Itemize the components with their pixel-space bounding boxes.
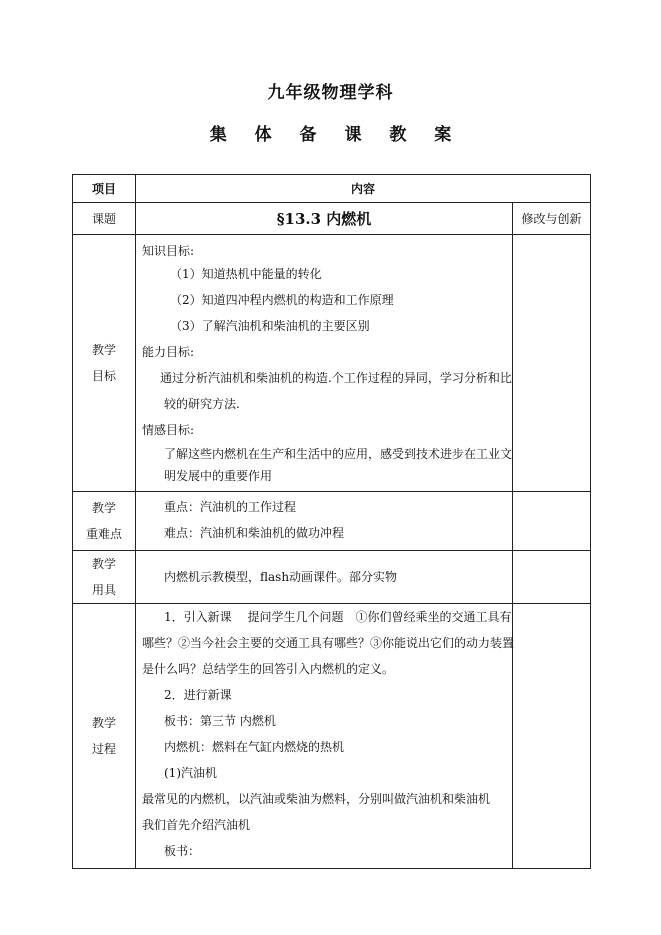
tools-row xyxy=(73,551,591,604)
document-title: 九年级物理学科 xyxy=(267,83,394,103)
subtitle-char: 教 xyxy=(389,125,407,145)
content-header: 内容 xyxy=(136,175,591,203)
knowledge-item: （1）知道热机中能量的转化 xyxy=(170,267,322,281)
knowledge-title: 知识目标: xyxy=(142,244,195,258)
process-line: 是什么吗？总结学生的回答引入内燃机的定义。 xyxy=(142,662,395,676)
knowledge-item: （2）知道四冲程内燃机的构造和工作原理 xyxy=(170,293,394,307)
item-header: 项目 xyxy=(73,175,136,203)
process-line: 板书： xyxy=(164,844,201,858)
ability-title: 能力目标: xyxy=(142,345,195,359)
objectives-label xyxy=(73,235,136,492)
keypoints-label-line: 重难点 xyxy=(85,527,122,541)
tools-label-line: 用具 xyxy=(91,583,116,597)
process-line: 1．引入新课 提问学生几个问题 ①你们曾经乘坐的交通工具有 xyxy=(164,610,512,624)
subtitle-char: 集 xyxy=(209,125,227,145)
process-line: 最常见的内燃机，以汽油或柴油为燃料，分别叫做汽油机和柴油机 xyxy=(142,792,491,806)
keypoints-content xyxy=(136,492,513,551)
topic-value: §13.3 内燃机 xyxy=(136,203,513,235)
emotion-text: 明发展中的重要作用 xyxy=(164,469,273,483)
emotion-text: 了解这些内燃机在生产和生活中的应用，感受到技术进步在工业文 xyxy=(164,447,513,461)
tools-text: 内燃机示教模型，flash动画课件。部分实物 xyxy=(164,570,398,584)
revise-header: 修改与创新 xyxy=(513,203,591,235)
emotion-title: 情感目标: xyxy=(142,423,195,437)
key-point: 重点：汽油机的工作过程 xyxy=(164,500,297,514)
process-revise-cell xyxy=(513,604,591,869)
objectives-label-line: 目标 xyxy=(91,369,116,383)
lesson-plan-table xyxy=(72,174,591,869)
ability-text: 较的研究方法. xyxy=(164,397,240,411)
process-label-line: 过程 xyxy=(91,742,116,756)
process-content xyxy=(136,604,513,869)
ability-text: 通过分析汽油机和柴油机的构造.个工作过程的异同，学习分析和比 xyxy=(160,371,512,385)
topic-row xyxy=(73,203,591,235)
tools-content xyxy=(136,551,513,604)
header-row xyxy=(73,175,591,203)
objectives-revise-cell xyxy=(513,235,591,492)
process-line: 我们首先介绍汽油机 xyxy=(142,818,251,832)
keypoints-row xyxy=(73,492,591,551)
subtitle-char: 备 xyxy=(299,125,317,145)
keypoints-label xyxy=(73,492,136,551)
objectives-content xyxy=(136,235,513,492)
process-line: 内燃机：燃料在气缸内燃烧的热机 xyxy=(164,740,345,754)
document-subtitle xyxy=(0,120,661,145)
tools-revise-cell xyxy=(513,551,591,604)
process-line: (1)汽油机 xyxy=(164,766,217,780)
subtitle-char: 案 xyxy=(434,125,452,145)
keypoints-revise-cell xyxy=(513,492,591,551)
keypoints-label-line: 教学 xyxy=(91,501,116,515)
process-line: 2．进行新课 xyxy=(164,688,232,702)
process-line: 哪些？②当今社会主要的交通工具有哪些？③你能说出它们的动力装置 xyxy=(142,636,515,650)
difficult-point: 难点：汽油机和柴油机的做功冲程 xyxy=(164,526,345,540)
subtitle-char: 课 xyxy=(344,125,362,145)
topic-label: 课题 xyxy=(73,203,136,235)
process-row xyxy=(73,604,591,869)
process-line: 板书：第三节 内燃机 xyxy=(164,714,276,728)
process-label xyxy=(73,604,136,869)
process-label-line: 教学 xyxy=(91,716,116,730)
objectives-row xyxy=(73,235,591,492)
objectives-label-line: 教学 xyxy=(91,343,116,357)
subtitle-char: 体 xyxy=(254,125,272,145)
tools-label xyxy=(73,551,136,604)
knowledge-item: （3）了解汽油机和柴油机的主要区别 xyxy=(170,319,370,333)
tools-label-line: 教学 xyxy=(91,557,116,571)
